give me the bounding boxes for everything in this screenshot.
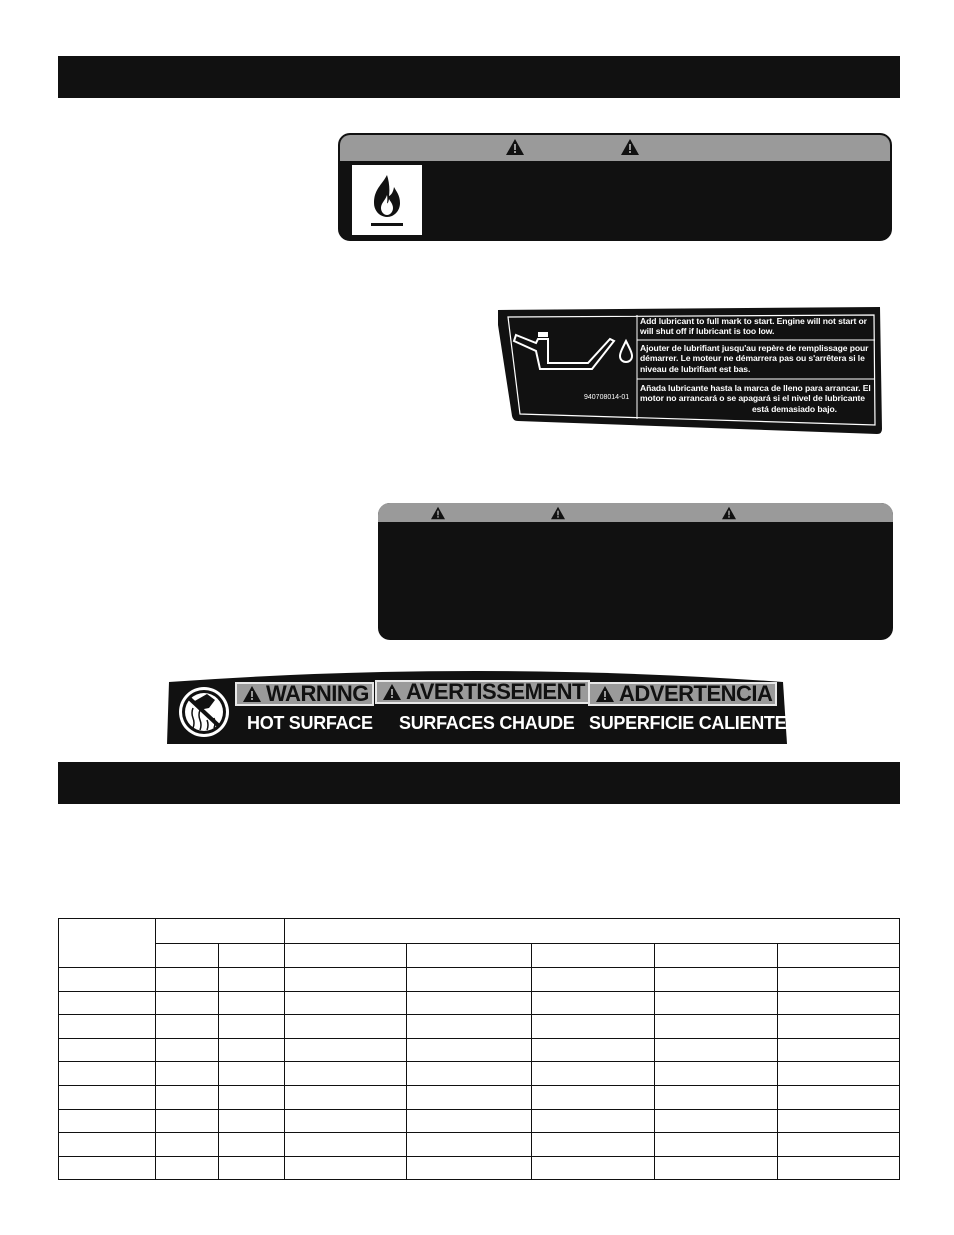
table-cell bbox=[219, 1156, 285, 1180]
table-cell bbox=[156, 1062, 219, 1086]
table-cell bbox=[156, 968, 219, 992]
table-cell bbox=[655, 1156, 778, 1180]
table-cell bbox=[59, 1062, 156, 1086]
warning-triangle-icon bbox=[381, 683, 403, 701]
table-cell bbox=[219, 1015, 285, 1039]
table-row bbox=[59, 1109, 900, 1133]
warning-chip-english bbox=[235, 682, 374, 706]
lube-text-english: Add lubricant to full mark to start. Engine will not start or will shut off if lubricant is too low. bbox=[640, 316, 867, 337]
table-cell bbox=[285, 991, 407, 1015]
table-cell bbox=[156, 1038, 219, 1062]
table-row bbox=[59, 968, 900, 992]
warning-triangle-icon bbox=[550, 506, 566, 520]
table-cell bbox=[655, 1109, 778, 1133]
table-cell bbox=[59, 1133, 156, 1157]
table-cell bbox=[532, 1038, 655, 1062]
table-cell bbox=[59, 991, 156, 1015]
warning-label bbox=[378, 503, 893, 640]
table-cell bbox=[407, 1015, 532, 1039]
table-cell bbox=[285, 1156, 407, 1180]
table-cell bbox=[407, 944, 532, 968]
table-cell bbox=[655, 944, 778, 968]
table-cell bbox=[778, 1062, 900, 1086]
table-cell bbox=[285, 1133, 407, 1157]
table-row bbox=[59, 1062, 900, 1086]
table-cell bbox=[655, 991, 778, 1015]
hot-surface-french: SURFACES CHAUDE bbox=[399, 713, 575, 733]
lube-text-spanish bbox=[640, 383, 874, 414]
table-row bbox=[59, 1085, 900, 1109]
lube-text-spanish-1: Añada lubricante hasta la marca de lleno para arrancar. El motor no arrancará o se apagará si el nivel de lubricante bbox=[640, 383, 871, 404]
lube-text-spanish-2: está demasiado bajo. bbox=[752, 403, 837, 414]
table-cell bbox=[219, 1038, 285, 1062]
table-cell bbox=[778, 991, 900, 1015]
table-cell bbox=[59, 1085, 156, 1109]
hot-surface-decal bbox=[165, 662, 788, 745]
table-cell bbox=[219, 944, 285, 968]
table-cell bbox=[532, 1156, 655, 1180]
warning-text: WARNING bbox=[266, 681, 369, 706]
table-cell bbox=[532, 1109, 655, 1133]
table-cell bbox=[407, 1062, 532, 1086]
warning-triangle-icon bbox=[430, 506, 446, 520]
warning-triangle-icon bbox=[620, 138, 640, 156]
table-cell bbox=[778, 1038, 900, 1062]
table-cell bbox=[407, 1109, 532, 1133]
table-cell bbox=[532, 944, 655, 968]
table-cell bbox=[532, 991, 655, 1015]
table-cell bbox=[59, 1038, 156, 1062]
table-cell bbox=[407, 991, 532, 1015]
table-cell bbox=[407, 1038, 532, 1062]
warning-chip-french bbox=[375, 680, 590, 704]
table-cell bbox=[285, 944, 407, 968]
table-cell bbox=[285, 968, 407, 992]
warning-triangle-icon bbox=[721, 506, 737, 520]
table-header-row bbox=[59, 919, 900, 944]
lubricant-decal bbox=[496, 305, 884, 435]
flammable-flame-icon bbox=[352, 165, 422, 235]
table-cell bbox=[655, 1085, 778, 1109]
flammable-warning-label bbox=[338, 133, 892, 241]
table-cell bbox=[219, 991, 285, 1015]
table-cell bbox=[655, 1062, 778, 1086]
table-cell bbox=[156, 1015, 219, 1039]
part-number: 940708014-01 bbox=[584, 394, 630, 401]
table-cell bbox=[59, 1015, 156, 1039]
table-cell bbox=[532, 1062, 655, 1086]
table-cell bbox=[219, 1133, 285, 1157]
lube-text-french: Ajouter de lubrifiant jusqu'au repère de remplissage pour démarrer. Le moteur ne démarrera pas ou s'arrêtera si le niveau de lubrifiant est bas. bbox=[640, 343, 869, 374]
table-cell bbox=[156, 944, 219, 968]
table-cell bbox=[532, 1015, 655, 1039]
table-cell bbox=[532, 1085, 655, 1109]
table-cell bbox=[778, 968, 900, 992]
table-cell bbox=[219, 1062, 285, 1086]
warning-triangle-icon bbox=[241, 685, 263, 703]
table-cell bbox=[285, 919, 900, 944]
table-cell bbox=[407, 1085, 532, 1109]
table-cell bbox=[532, 968, 655, 992]
table-cell bbox=[285, 1085, 407, 1109]
table-cell bbox=[156, 1156, 219, 1180]
warning-triangle-icon bbox=[594, 685, 616, 703]
table-cell bbox=[285, 1038, 407, 1062]
table-body bbox=[59, 968, 900, 1180]
table-cell bbox=[285, 1015, 407, 1039]
table-cell bbox=[407, 968, 532, 992]
table-cell bbox=[407, 1156, 532, 1180]
warning-text: ADVERTENCIA bbox=[619, 681, 773, 706]
table-cell bbox=[156, 919, 285, 944]
label-header bbox=[378, 503, 893, 522]
table-cell bbox=[59, 919, 156, 968]
table-cell bbox=[219, 1109, 285, 1133]
table-cell bbox=[778, 1156, 900, 1180]
table-cell bbox=[778, 944, 900, 968]
warning-chip-spanish bbox=[588, 682, 777, 706]
table-cell bbox=[156, 1085, 219, 1109]
table-cell bbox=[59, 1156, 156, 1180]
table-cell bbox=[778, 1109, 900, 1133]
no-touch-hot-surface-icon bbox=[179, 687, 229, 737]
table-cell bbox=[285, 1109, 407, 1133]
label-header bbox=[340, 135, 890, 161]
table-cell bbox=[655, 968, 778, 992]
table-cell bbox=[778, 1085, 900, 1109]
table-cell bbox=[778, 1133, 900, 1157]
table-row bbox=[59, 1133, 900, 1157]
table-cell bbox=[655, 1133, 778, 1157]
table-cell bbox=[532, 1133, 655, 1157]
section-header-bar bbox=[58, 56, 900, 98]
table-cell bbox=[156, 1109, 219, 1133]
table-cell bbox=[655, 1038, 778, 1062]
hot-surface-english: HOT SURFACE bbox=[247, 713, 373, 733]
table-row bbox=[59, 1156, 900, 1180]
spec-table bbox=[58, 918, 900, 1180]
table-cell bbox=[655, 1015, 778, 1039]
warning-text: AVERTISSEMENT bbox=[406, 679, 585, 704]
table-row bbox=[59, 991, 900, 1015]
table-cell bbox=[156, 991, 219, 1015]
table-cell bbox=[778, 1015, 900, 1039]
table-cell bbox=[285, 1062, 407, 1086]
table-cell bbox=[219, 968, 285, 992]
section-header-bar bbox=[58, 762, 900, 804]
table-cell bbox=[59, 1109, 156, 1133]
table-cell bbox=[407, 1133, 532, 1157]
table-row bbox=[59, 1015, 900, 1039]
table-cell bbox=[219, 1085, 285, 1109]
table-cell bbox=[59, 968, 156, 992]
table-cell bbox=[156, 1133, 219, 1157]
hot-surface-spanish: SUPERFICIE CALIENTE bbox=[589, 713, 787, 733]
table-row bbox=[59, 1038, 900, 1062]
warning-triangle-icon bbox=[505, 138, 525, 156]
table-header-row bbox=[59, 944, 900, 968]
